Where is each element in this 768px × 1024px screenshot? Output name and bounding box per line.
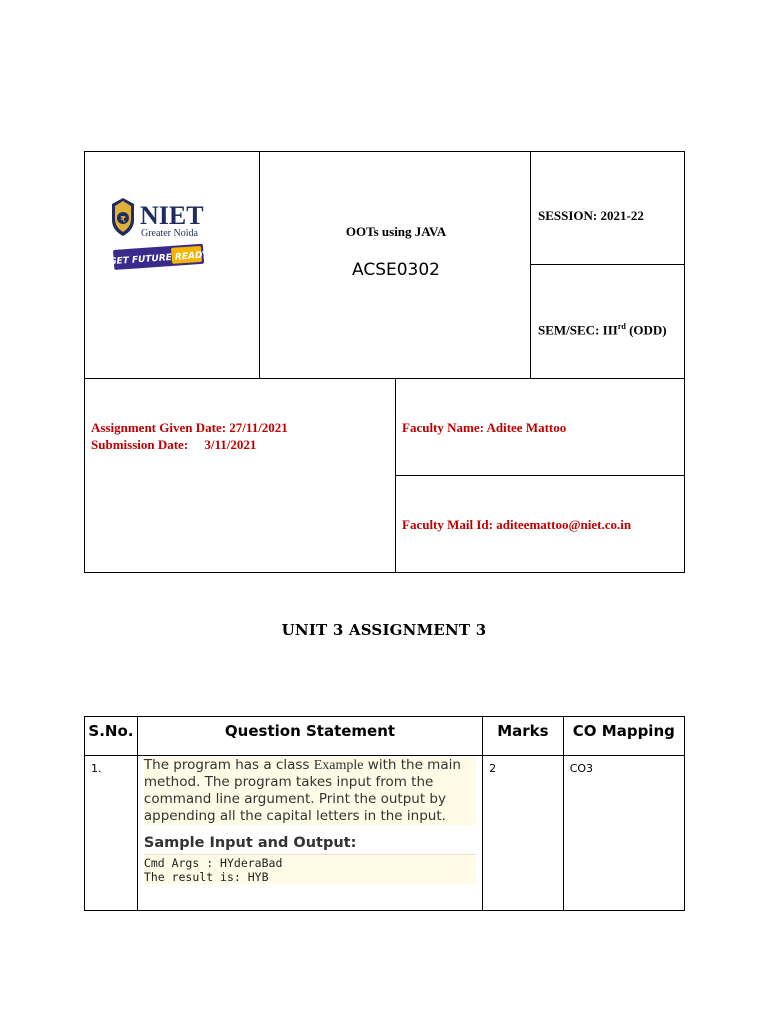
dates-cell xyxy=(84,378,396,573)
header-sno: S.No. xyxy=(85,717,138,756)
header-marks: Marks xyxy=(483,717,564,756)
row-marks-cell xyxy=(483,756,564,911)
niet-logo xyxy=(109,196,209,284)
logo-brand: NIET xyxy=(140,201,204,230)
sample-title: Sample Input and Output: xyxy=(143,835,357,851)
header-question: Question Statement xyxy=(137,717,482,756)
submission-date: Submission Date: 3/11/2021 xyxy=(91,437,257,452)
semsec-sup: rd xyxy=(617,322,626,331)
mail-cell xyxy=(395,475,685,573)
header-co-mapping: CO Mapping xyxy=(563,717,684,756)
session-cell xyxy=(530,151,685,265)
logo-location: Greater Noida xyxy=(141,228,198,239)
course-name: OOTs using JAVA xyxy=(345,224,447,239)
faculty-mail: Faculty Mail Id: aditeemattoo@niet.co.in xyxy=(402,517,632,532)
class-name: Example xyxy=(313,758,364,773)
unit-title: UNIT 3 ASSIGNMENT 3 xyxy=(281,621,487,639)
faculty-name: Faculty Name: Aditee Mattoo xyxy=(402,420,567,435)
logo-tagline: GET FUTURE READY xyxy=(109,250,209,268)
row-marks: 2 xyxy=(489,762,497,775)
row-sno-cell xyxy=(85,756,138,911)
row-sno: 1. xyxy=(91,762,102,775)
svg-text:₹: ₹ xyxy=(120,215,126,224)
semsec-suffix: (ODD) xyxy=(625,322,667,338)
sample-code-block xyxy=(144,854,476,884)
session-label: SESSION: 2021-22 xyxy=(538,208,644,223)
semsec-label xyxy=(538,322,667,338)
sample-line: Cmd Args : HYderaBad xyxy=(143,856,283,870)
dates-text xyxy=(91,419,288,453)
table-row xyxy=(85,756,685,911)
row-co: CO3 xyxy=(569,762,594,775)
semsec-prefix: SEM/SEC: III xyxy=(538,322,618,338)
assignment-given-date: Assignment Given Date: 27/11/2021 xyxy=(91,420,288,435)
question-statement: The program has a class Example with the main method. The program takes input from the command line argument. Print the output by appending all the capital letters in the input. xyxy=(144,757,476,825)
semsec-cell xyxy=(530,264,685,379)
course-cell xyxy=(259,151,531,379)
faculty-cell xyxy=(395,378,685,476)
sample-line: The result is: HYB xyxy=(143,870,269,884)
row-co-cell xyxy=(563,756,684,911)
table-header-row xyxy=(85,717,685,756)
row-question-cell xyxy=(137,756,482,911)
question-table xyxy=(84,716,685,911)
course-code: ACSE0302 xyxy=(352,260,440,280)
